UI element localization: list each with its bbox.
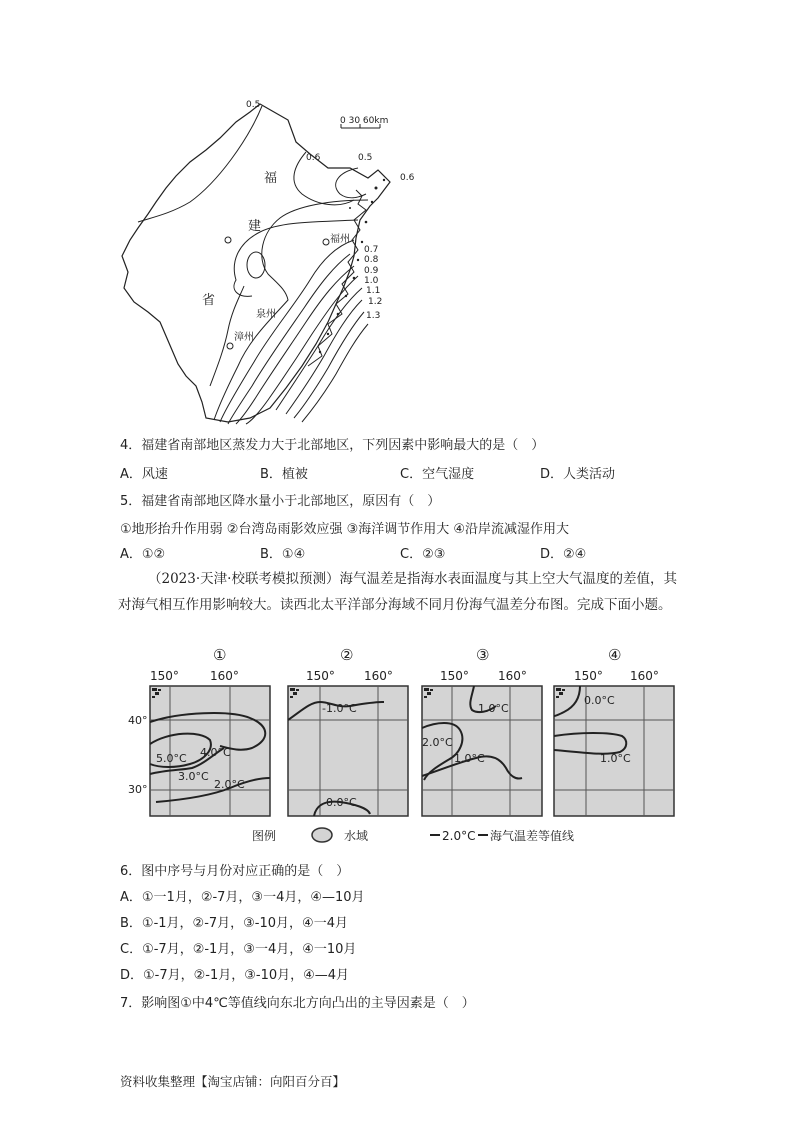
lat-label-40: 40° — [128, 714, 148, 727]
legend-line-text: 海气温差等值线 — [490, 829, 575, 843]
lon-label-150: 150° — [306, 669, 335, 683]
panel-2 — [288, 646, 408, 816]
isoline-label: 1.0 — [364, 276, 379, 286]
panel-number: ④ — [608, 646, 622, 664]
isoline-label: 0.5 — [246, 100, 261, 110]
city-quanzhou: 泉州 — [256, 309, 276, 320]
legend — [252, 828, 574, 843]
coastline-detail — [308, 190, 366, 366]
isoline-label: 0.8 — [364, 255, 379, 265]
q4-option-c[interactable]: C．空气湿度 — [400, 467, 475, 482]
scale-label: 0 30 60km — [340, 116, 389, 126]
scale-bar — [340, 116, 388, 128]
panel-1 — [128, 646, 270, 816]
panel-number: ① — [213, 646, 227, 664]
isoline-label: 0.7 — [364, 245, 379, 255]
province-char-2: 建 — [248, 219, 262, 234]
isoline-label: 0.0°C — [326, 796, 357, 809]
sea-air-temperature-panels — [110, 640, 690, 850]
city-dot-inland — [225, 237, 231, 243]
legend-line-value: 2.0°C — [442, 829, 476, 843]
question-4-stem: 4．福建省南部地区蒸发力大于北部地区，下列因素中影响最大的是（ ） — [120, 438, 545, 453]
lon-label-160: 160° — [210, 669, 239, 683]
q6-option-b[interactable]: B．①-1月，②-7月，③-10月，④一4月 — [120, 916, 348, 931]
province-outline — [122, 104, 390, 422]
fujian-evaporation-map — [110, 90, 430, 425]
q4-option-d[interactable]: D．人类活动 — [540, 467, 616, 482]
lon-label-150: 150° — [440, 669, 469, 683]
q6-option-c[interactable]: C．①-7月，②-1月，③一4月，④一10月 — [120, 942, 357, 957]
isoline-label: 1.0°C — [600, 752, 631, 765]
lon-label-150: 150° — [150, 669, 179, 683]
lon-label-150: 150° — [574, 669, 603, 683]
q4-option-a[interactable]: A．风速 — [120, 467, 168, 482]
isoline-label: 1.1 — [366, 286, 381, 296]
page-footer: 资料收集整理【淘宝店铺：向阳百分百】 — [120, 1074, 346, 1089]
isoline-label: 2.0°C — [214, 778, 245, 791]
legend-title: 图例 — [252, 829, 277, 843]
isolines — [138, 106, 368, 424]
lon-label-160: 160° — [630, 669, 659, 683]
question-6-stem: 6．图中序号与月份对应正确的是（ ） — [120, 864, 350, 879]
isoline-label: 1.0°C — [478, 702, 509, 715]
isoline-label: 4.0°C — [200, 746, 231, 759]
panel-4 — [554, 646, 674, 816]
isoline-label: 1.2 — [368, 297, 383, 307]
question-7-stem: 7．影响图①中4℃等值线向东北方向凸出的主导因素是（ ） — [120, 996, 475, 1011]
panel-number: ② — [340, 646, 354, 664]
lon-label-160: 160° — [364, 669, 393, 683]
province-char-1: 福 — [264, 171, 278, 186]
intro-paragraph: （2023·天津·校联考模拟预测）海气温差是指海水表面温度与其上空大气温度的差值，其对海气相互作用影响较大。读西北太平洋部分海域不同月份海气温差分布图。完成下面小题。 — [118, 571, 677, 613]
city-fuzhou: 福州 — [330, 234, 350, 245]
isoline-label: 0.0°C — [584, 694, 615, 707]
legend-water: 水域 — [344, 829, 369, 843]
q5-option-b[interactable]: B．①④ — [260, 547, 306, 562]
lat-label-30: 30° — [128, 783, 148, 796]
isoline-label: 0.9 — [364, 266, 379, 276]
isoline-label: 0.5 — [358, 153, 373, 163]
q5-option-a[interactable]: A．①② — [120, 547, 166, 562]
isoline-label: 5.0°C — [156, 752, 187, 765]
q6-option-a[interactable]: A．①一1月，②-7月，③一4月，④—10月 — [120, 890, 365, 905]
lon-label-160: 160° — [498, 669, 527, 683]
city-zhangzhou: 漳州 — [234, 332, 254, 343]
panel-number: ③ — [476, 646, 490, 664]
inland-isoline — [247, 252, 265, 278]
isoline-label: -1.0°C — [322, 702, 357, 715]
isoline-label: 0.6 — [400, 173, 415, 183]
city-dot-fuzhou — [323, 239, 329, 245]
legend-water-swatch — [312, 828, 332, 842]
q5-option-d[interactable]: D．②④ — [540, 547, 587, 562]
isoline-label: 3.0°C — [178, 770, 209, 783]
isoline-label: 1.3 — [366, 311, 381, 321]
q5-option-c[interactable]: C．②③ — [400, 547, 446, 562]
panel-3 — [422, 646, 542, 816]
question-5-stem: 5．福建省南部地区降水量小于北部地区，原因有（ ） — [120, 494, 441, 509]
isoline-label: 1.0°C — [454, 752, 485, 765]
province-char-3: 省 — [202, 293, 216, 308]
isoline-label: 2.0°C — [422, 736, 453, 749]
question-5-statements: ①地形抬升作用弱 ②台湾岛雨影效应强 ③海洋调节作用大 ④沿岸流减湿作用大 — [120, 522, 570, 537]
q4-option-b[interactable]: B．植被 — [260, 467, 308, 482]
city-dot-zhangzhou — [227, 343, 233, 349]
isoline-label: 0.6 — [306, 153, 321, 163]
q6-option-d[interactable]: D．①-7月，②-1月，③-10月，④—4月 — [120, 968, 350, 983]
